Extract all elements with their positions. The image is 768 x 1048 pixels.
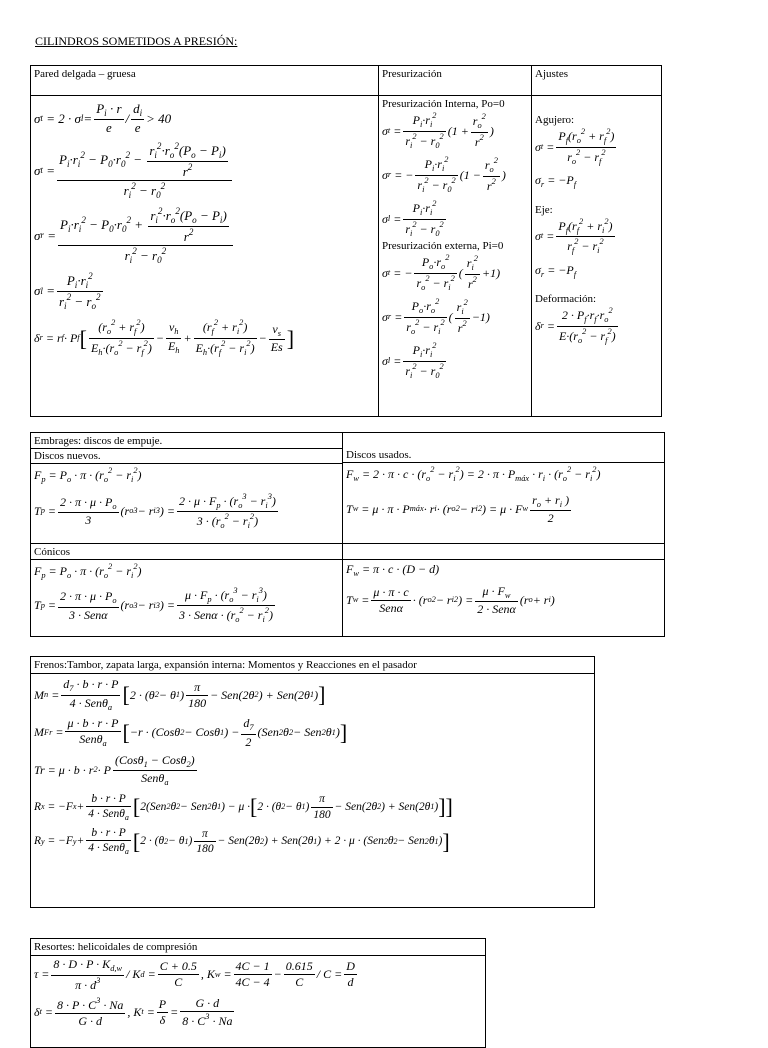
frenos-formulas [31,674,595,908]
embragues-title: Embrages: discos de empuje. [34,435,163,447]
embragues-table [30,432,665,637]
formula-nuevos-tp: T p = $\frac{2 \cdot \pi \cdot \mu \cdot P_o}{3}$ (r o 3 − r i 3 ) = $\frac{2 \cdot \mu \cdot F_p \cdot (r_o^3 - r_i^3)}{3 \cdot (r_o^2 - r_i^2)}$ [34,491,276,530]
frenos-title: Frenos:Tambor, zapata larga, expansión interna: Momentos y Reacciones en el pasador [31,657,595,674]
formula-pi-sigma-l: σ l = $\frac{P_i\cdot r_i^2}{r_i^2 - r_0^2}$ [382,199,444,238]
formula-delta-r: δ r = r f · P f [ $\frac{(r_o^2 + r_f^2)}{E_h\cdot(r_o^2 - r_f^2)}$ − $\frac{v_h}{E_h}$ + $\frac{(r_f^2 + r_i^2)}{E_h\cdot(r_f^2 - r_i^2)}$ − $\frac{v_s}{Es}$ ] [34,318,295,357]
formula-delta-t: δ t = $\frac{8 \cdot P \cdot C^3 \cdot Na}{G \cdot d}$ , K t = $\frac{P}{\delta}$ = $\frac{G \cdot d}{8 \cdot C^3 \cdot Na}$ [34,995,233,1028]
formula-rx: R x = −F x + $\frac{b \cdot r \cdot P}{4 \cdot Sen\theta_a}$ [ 2(Sen 2 θ 2 − Sen 2 θ 1 ) − μ · [ 2 · (θ 2 − θ 1 ) $\frac{\pi}{180}$ − Sen(2θ 2 ) + Sen(2θ 1 ) ]] [34,792,453,822]
formula-tr: Tr = μ · b · r 2 · P $\frac{(Cos\theta_1 - Cos\theta_2)}{Sen\theta_a}$ [34,752,195,787]
embragues-usados [343,433,665,544]
col-ajustes: Ajustes [532,66,662,96]
formula-pe-sigma-l: σ l = $\frac{P_i\cdot r_i^2}{r_i^2 - r_0^2}$ [382,341,444,380]
formula-ry: R y = −F y + $\frac{b \cdot r \cdot P}{4 \cdot Sen\theta_a}$ [ 2 · (θ 2 − θ 1 ) $\frac{\pi}{180}$ − Sen(2θ 2 ) + Sen(2θ 1 ) + 2 · μ · (Sen 2 θ 2 − Sen 2 θ 1 ) ] [34,826,450,857]
embragues-conicos-nuevos [31,544,343,637]
formula-sigma-l: σ l = $\frac{P_i\cdot r_i^2}{r_i^2 - r_o^2}$ [34,270,101,311]
formula-agujero-sigma-t: σ t = $\frac{P_f(r_o^2 + r_f^2)}{r_o^2 - r_f^2}$ [535,127,615,166]
frenos-table [30,656,595,908]
formula-conicos-fw: $F_w = \pi \cdot c \cdot (D - d)$ [343,559,664,582]
formula-usados-fw: $F_w = 2 \cdot \pi \cdot c \cdot (r_o^2 - r_i^2) = 2 \cdot \pi \cdot P_{máx} \cdot r_i \cdot (r_o^2 - r_i^2)$ [343,462,664,487]
formula-conicos-tw: T w = $\frac{\mu \cdot \pi \cdot c}{\text{Senα}}$ · (r o 2 − r i 2 ) = $\frac{\mu \cdot F_w}{\text{2 · Senα}}$ (r o + r i ) [346,583,555,617]
formula-mn: M n = $\frac{d_7 \cdot b \cdot r \cdot P}{4 \cdot Sen\theta_a}$ [ 2 · (θ 2 − θ 1 ) $\frac{\pi}{180}$ − Sen(2θ 2 ) + Sen(2θ 1 ) ] [34,677,326,712]
embragues-nuevos [31,433,343,544]
resortes-title: Resortes: helicoidales de compresión [31,939,486,956]
formula-conicos-fp: $F_p = P_o \cdot \pi \cdot (r_o^2 - r_i^2)$ [31,559,342,584]
formula-pe-sigma-t: σ t = − $\frac{P_o\cdot r_o^2}{r_o^2 - r_i^2}$ ( $\frac{r_i^2}{r^2}$ +1) [382,253,501,292]
cilindros-table [30,65,662,417]
formula-pe-sigma-r: σ r = $\frac{P_o\cdot r_o^2}{r_o^2 - r_i^2}$ ( $\frac{r_i^2}{r^2}$ −1) [382,297,490,336]
formula-sigma-r: σ r = $P_i\cdot r_i^2 - P_0\cdot r_0^2$ + $\frac{r_i^2\cdot r_o^2(P_o - P_i)}{r^2}$ $r_i^2 - r_0^2$ [34,206,375,267]
discos-nuevos-label: Discos nuevos. [31,448,342,463]
formula-nuevos-fp: $F_p = P_o \cdot \pi \cdot (r_o^2 - r_i^2)$ [31,463,342,488]
ajustes-formulas [532,96,662,417]
pared-formulas [31,96,379,417]
agujero-label: Agujero: [535,114,575,126]
presurizacion-formulas [379,96,532,417]
formula-pi-sigma-r: σ r = − $\frac{P_i\cdot r_i^2}{r_i^2 - r_0^2}$ (1 − $\frac{r_o^2}{r^2}$ ) [382,155,506,194]
formula-mf: M Fr = $\frac{\mu \cdot b \cdot r \cdot P}{Sen\theta_a}$ [ −r · (Cosθ 2 − Cosθ 1 ) − $\frac{d_7}{2}$ (Sen 2 θ 2 − Sen 2 θ 1 ) ] [34,716,348,749]
pres-int-label: Presurización Interna, Po=0 [382,98,505,110]
discos-usados-label: Discos usados. [346,449,412,461]
resortes-table [30,938,486,1048]
formula-agujero-sigma-r: $\sigma_r = -P_f$ [535,173,577,189]
formula-pi-sigma-t: σ t = $\frac{P_i\cdot r_i^2}{r_i^2 - r_0^2}$ (1 + $\frac{r_o^2}{r^2}$ ) [382,111,494,150]
col-pared: Pared delgada – gruesa [31,66,379,96]
conicos-label: Cónicos [34,546,71,559]
formula-sigma-t-thin: σ t = 2 · σ l = $\frac{P_i \cdot r}{e}$ / $\frac{d_i}{e}$ > 40 [34,101,172,136]
embragues-conicos-usados [343,544,665,637]
resortes-formulas [31,956,486,1048]
page-title: CILINDROS SOMETIDOS A PRESIÓN: [35,34,238,48]
formula-usados-tw: T w = μ · π · P máx · r i · (r o 2 − r i 2 ) = μ · F w $\frac{r_o + r_i )}{2}$ [346,492,570,525]
deformacion-label: Deformación: [535,293,597,305]
formula-tau: τ = $\frac{8 \cdot D \cdot P \cdot K_{d,w}}{\pi \cdot d^3}$ / K d = $\frac{C + 0.5}{C}$ , K w = $\frac{4C - 1}{4C - 4}$ − $\frac{0.615}{C}$ / C = $\frac{D}{d}$ [34,957,355,992]
pres-ext-label: Presurización externa, Pi=0 [382,240,504,252]
formula-eje-sigma-r: $\sigma_r = -P_f$ [535,262,577,279]
eje-label: Eje: [535,203,553,216]
formula-sigma-t: σ t = $P_i\cdot r_i^2 - P_0\cdot r_0^2$ − $\frac{r_i^2\cdot r_o^2(P_o - P_i)}{r^2}$ $r_i^2 - r_0^2$ [34,141,375,202]
formula-conicos-tp: T p = $\frac{2 \cdot \pi \cdot \mu \cdot P_o}{\text{3 · Senα}}$ (r o 3 − r i 3 ) = $\frac{\mu \cdot F_p \cdot (r_o^3 - r_i^3)}{3 \cdot Sen\alpha \cdot (r_o^2 - r_i^2)}$ [34,585,273,625]
formula-eje-sigma-t: σ t = $\frac{P_f(r_f^2 + r_i^2)}{r_f^2 - r_i^2}$ [535,216,613,255]
col-presurizacion: Presurización [379,66,532,96]
formula-deformacion: δ r = $\frac{2 \cdot P_f\cdot r_f\cdot r_o^2}{E\cdot(r_o^2 - r_f^2)}$ [535,306,616,345]
